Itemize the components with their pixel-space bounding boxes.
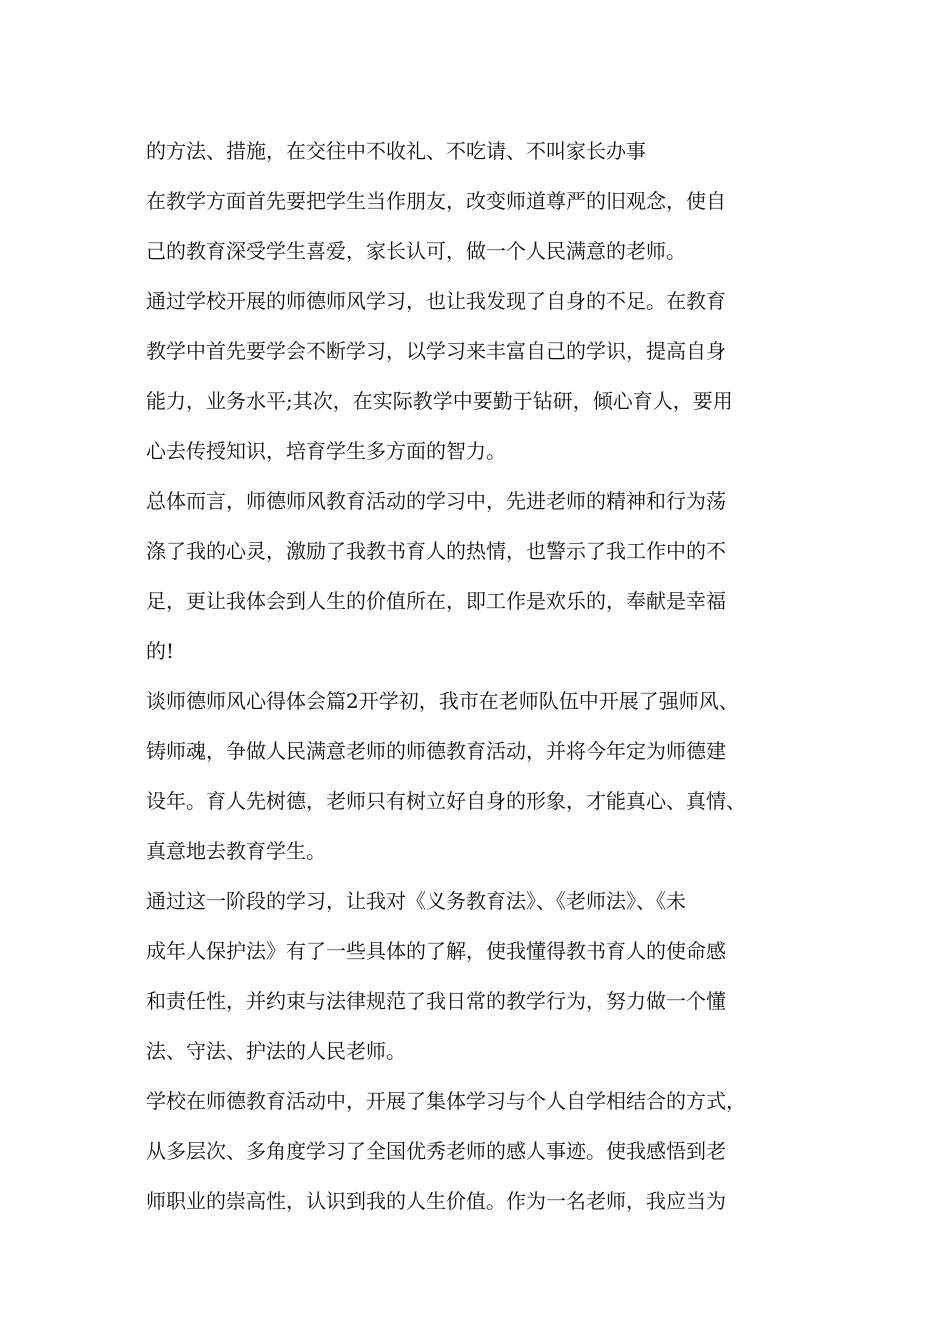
text-line: 谈师德师风心得体会篇2开学初，我市在老师队伍中开展了强师风、	[146, 689, 739, 713]
text-line: 师职业的崇高性，认识到我的人生价值。作为一名老师，我应当为	[146, 1189, 726, 1213]
text-line: 的!	[146, 639, 175, 663]
text-line: 通过学校开展的师德师风学习，也让我发现了自身的不足。在教育	[146, 289, 726, 313]
text-line: 足，更让我体会到人生的价值所在，即工作是欢乐的，奉献是幸福	[146, 589, 726, 613]
text-line: 学校在师德教育活动中，开展了集体学习与个人自学相结合的方式，	[146, 1089, 746, 1113]
text-line: 心去传授知识，培育学生多方面的智力。	[146, 439, 506, 463]
text-line: 和责任性，并约束与法律规范了我日常的教学行为，努力做一个懂	[146, 989, 726, 1013]
text-line: 通过这一阶段的学习，让我对《义务教育法》、《老师法》、《未	[146, 889, 686, 913]
text-line: 涤了我的心灵，激励了我教书育人的热情，也警示了我工作中的不	[146, 539, 726, 563]
text-line: 法、守法、护法的人民老师。	[146, 1039, 406, 1063]
text-line: 总体而言，师德师风教育活动的学习中，先进老师的精神和行为荡	[146, 489, 726, 513]
text-line: 设年。育人先树德，老师只有树立好自身的形象，才能真心、真情、	[146, 789, 746, 813]
text-line: 在教学方面首先要把学生当作朋友，改变师道尊严的旧观念，使自	[146, 189, 726, 213]
text-line: 能力，业务水平;其次，在实际教学中要勤于钻研，倾心育人，要用	[146, 389, 733, 413]
text-line: 己的教育深受学生喜爱，家长认可，做一个人民满意的老师。	[146, 239, 686, 263]
document-body	[146, 132, 826, 1232]
text-line: 真意地去教育学生。	[146, 839, 326, 863]
text-line: 的方法、措施，在交往中不收礼、不吃请、不叫家长办事	[146, 139, 646, 163]
text-line: 从多层次、多角度学习了全国优秀老师的感人事迹。使我感悟到老	[146, 1139, 726, 1163]
text-line: 成年人保护法》有了一些具体的了解，使我懂得教书育人的使命感	[146, 939, 726, 963]
text-line: 铸师魂，争做人民满意老师的师德教育活动，并将今年定为师德建	[146, 739, 726, 763]
text-line: 教学中首先要学会不断学习，以学习来丰富自己的学识，提高自身	[146, 339, 726, 363]
